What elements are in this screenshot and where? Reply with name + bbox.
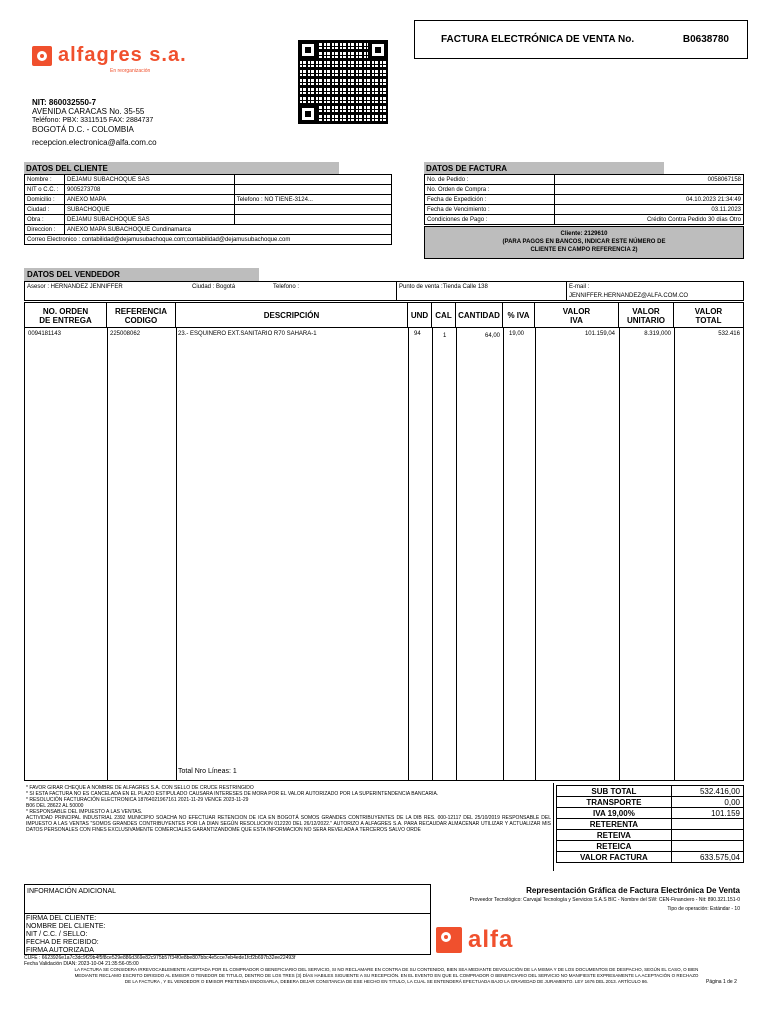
client-email: Correo Electronico : contabilidad@dejamusubachoque.com;contabilidad@dejamusubachoque.com (25, 235, 392, 245)
vendor-pos: Punto de venta :Tienda Calle 138 (399, 284, 488, 290)
totals-table: SUB TOTAL 532.416,00 TRANSPORTE 0,00 IVA 19,00% 101.159 RETERENTA RETEIVA RETEICA VALOR FACTURA 633.575,04 (556, 785, 744, 863)
footer-brand: alfa (468, 926, 514, 953)
col-unit-value: VALOR UNITARIO (619, 303, 674, 328)
signature-block: FIRMA DEL CLIENTE: NOMBRE DEL CLIENTE: NIT / C.C. / SELLO: FECHA DE RECIBIDO: FIRMA AUTORIZADA (26, 915, 106, 954)
company-address: AVENIDA CARACAS No. 35-55 (32, 107, 145, 116)
client-reference-note: Cliente: 2129610 (PARA PAGOS EN BANCOS, INDICAR ESTE NÚMERO DE CLIENTE EN CAMPO REFERENCIA 2) (424, 226, 744, 259)
alfa-logo-icon (32, 46, 52, 66)
page-number: Página 1 de 2 (706, 979, 737, 985)
col-iva-pct: % IVA (503, 303, 535, 328)
client-table: Nombre : DEJAMU SUBACHOQUE SAS NIT o C.C. : 9005273708 Domicilio : ANEXO MAPA Telefono : NO TIENE-3124... Ciudad : SUBACHOQUE Obra : DEJAMU SUBACHOQUE SAS Direccion : ANEXO MAPA SUBACHOQUE Cundinamarca Correo Electronico : contabilidad@dejamusubachoque.com;contabilidad@dejamusubachoque.com (24, 174, 392, 245)
representation-block (432, 886, 740, 912)
cufe-code: CUFE : 6623926e1a7c3dc9f29b4f5f8ce529e886d369e82c975b57f34f0e8be807bbc4e5cce7eb4ede1fcf2b697b32ee22493f (24, 955, 296, 961)
col-quantity: CANTIDAD (456, 303, 503, 328)
vendor-header: DATOS DEL VENDEDOR (24, 268, 259, 281)
operation-type: Tipo de operación: Estándar - 10 (667, 906, 740, 912)
col-iva-value: VALOR IVA (535, 303, 619, 328)
company-info (32, 98, 157, 147)
items-table: NO. ORDEN DE ENTREGA REFERENCIA CODIGO DESCRIPCIÓN UND CAL CANTIDAD % IVA VALOR IVA VALOR UNITARIO VALOR TOTAL 0094181143 225008062 23.- ESQUINERO EXT.SANITARIO R70 SAHARA-1 94 1 64,00 19,00 101.159,04 8.319,000 532.416 Total Nro Líneas: 1 (24, 302, 744, 781)
qr-code (298, 40, 388, 124)
col-total-value: VALOR TOTAL (694, 306, 723, 325)
vendor-city: Ciudad : Bogotá (192, 284, 236, 290)
col-order: NO. ORDEN DE ENTREGA (25, 303, 107, 328)
items-header (25, 303, 743, 328)
company-phone: Teléfono: PBX: 3311515 FAX: 2884737 (32, 117, 154, 124)
col-reference: REFERENCIA CODIGO (107, 303, 176, 328)
invoice-data-table: No. de Pedido : 0058067158 No. Orden de Compra : Fecha de Expedición : 04.10.2023 21:34:49 Fecha de Vencimiento : 03.11.2023 Condiciones de Pago : Crédito Contra Pedido 30 días Otro (424, 174, 744, 225)
brand-name: alfagres s.a. (58, 44, 187, 66)
client-header: DATOS DEL CLIENTE (24, 162, 339, 174)
additional-info-title: INFORMACIÓN ADICIONAL (27, 888, 117, 895)
company-email: recepcion.electronica@alfa.com.co (32, 138, 157, 147)
vendor-advisor: Asesor : HERNANDEZ JENNIFFER (27, 284, 123, 290)
vendor-box (24, 281, 744, 301)
representation-title: Representación Gráfica de Factura Electrónica De Venta (526, 886, 740, 895)
col-description: DESCRIPCIÓN (176, 303, 408, 328)
company-logo (32, 44, 187, 74)
brand-tagline: En reorganización (110, 68, 151, 74)
total-lines: Total Nro Líneas: 1 (178, 768, 237, 775)
footer-logo (436, 926, 513, 954)
invoice-number: B0638780 (682, 34, 729, 45)
invoice-data-header: DATOS DE FACTURA (424, 162, 664, 174)
invoice-title: FACTURA ELECTRÓNICA DE VENTA No. (441, 34, 635, 45)
company-nit: NIT: 860032550-7 (32, 98, 97, 107)
validation-date: Fecha Validación DIAN: 2023-10-04 21:35:56-05:00 (24, 961, 139, 967)
company-city: BOGOTÁ D.C. - COLOMBIA (32, 125, 134, 134)
col-cal: CAL (432, 303, 456, 328)
vendor-email: JENNIFFER.HERNANDEZ@ALFA.COM.CO (569, 293, 689, 299)
additional-info-box (24, 884, 431, 955)
alfa-logo-icon (436, 927, 462, 953)
legal-notes: * FAVOR GIRAR CHEQUE A NOMBRE DE ALFAGRES S.A. CON SELLO DE CRUCE RESTRINGIDO * SI ESTA FACTURA NO ES CANCELADA EN EL PLAZO ESTIPULADO CAUSARA INTERESES DE MORA POR EL VALOR AUTORIZADO POR LA SUPERINTENDENCIA BANCARIA. * RESOLUCIÓN FACTURACIÓN ELECTRONICA 18764021967161 2021-11-29 VENCE 2023-11-29 B06 DEL 28622 AL 50000 * RESPONSABLE DEL IMPUESTO A LAS VENTAS. ACTIVIDAD PRINCIPAL INDUSTRIAL 2392 MUNICIPIO SOACHA NO EFECTUAR RETENCION DE ICA EN BOGOTÁ SOMOS GRANDES CONTRIBUYENTES DE LA DIB RES. 000-12117 DEL 25/10/2019 RESPONSABLE DEL IMPUESTO A LAS VENTAS "SOMOS GRANDES CONTRIBUYENTES POR LA DIAN SEGÚN RESOLUCION 012220 DEL 26/12/2022." AUTORIZO A ALFAGRES S.A. PARA RECAUDAR ALMACENAR UTILIZAR Y ACTUALIZAR MIS DATOS PERSONALES CON FINES EXCLUSIVAMENTE COMERCIALES GARANTIZANDOME QUE ESTA INFORMACION NO SERA REVELADA A TERCEROS SALVO ORDE (24, 783, 554, 871)
vendor-email-label: E-mail : (569, 284, 590, 290)
col-unit: UND (408, 303, 432, 328)
legal-footer: LA FACTURA SE CONSIDERA IRREVOCABLEMENTE ACEPTADA POR EL COMPRADOR O BENEFICIARIO DEL SERVICIO, SI NO RECLAMARE EN CONTRA DE SU CONTENIDO, BIEN SEA MEDIANTE DEVOLUCIÓN DE LA MISMA Y DE LOS DOCUMENTOS DE DESPACHO, SEGÚN EL CASO, O BIEN MEDIANTE RECLAMO ESCRITO DIRIGIDO AL EMISOR O TENEDOR DE TITULO, DENTRO DE LOS TRES (3) DÍAS HABILES SIGUIENTE A SU RECEPCIÓN. EN EL EVENTO EN QUE EL COMPRADOR O BENEFICIARIO DEL SERVICIO NO MANIFIESTE EXPRESAMENTE LA ACEPTACIÓN O RECHAZO DE LA FACTURA , Y EL VENDEDOR O EMISOR PRETENDA ENDOSARLA, DEBERA DEJAR CONSTANCIA DE ESE HECHO EN TITULO, LA CUAL SE ENTENDERÁ EFECTUADA BAJO LA GRAVEDAD DE JURAMENTO. LEY 1676 DEL 2013. ARTÍCULO 86. (74, 967, 699, 984)
tech-provider: Proveedor Tecnológico: Carvajal Tecnología y Servicios S.A.S BIC - Nombre del SW: CEN-Financiero - Nit: 890.321.151-0 (469, 897, 740, 903)
vendor-phone: Telefono : (273, 284, 300, 290)
invoice-title-box (414, 20, 748, 59)
